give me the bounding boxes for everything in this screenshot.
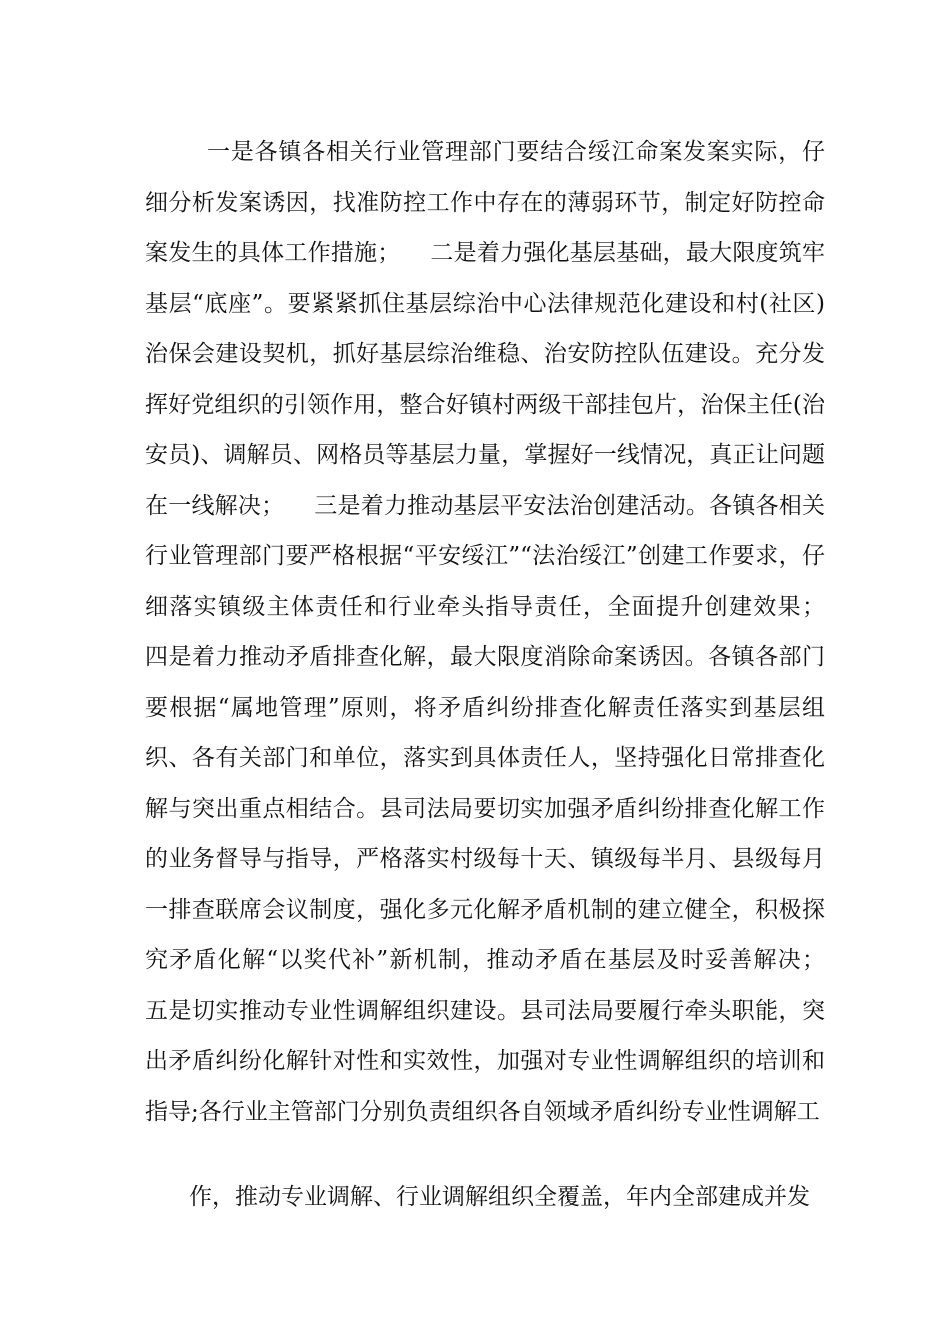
body-paragraph: 作，推动专业调解、行业调解组织全覆盖，年内全部建成并发 xyxy=(189,1184,810,1210)
body-paragraph: 一是各镇各相关行业管理部门要结合绥江命案发案实际，仔细分析发案诱因，找准防控工作中存在的薄弱环节，制定好防控命案发生的具体工作措施； 二是着力强化基层基础，最大限度筑牢基层“底座”。要紧紧抓住基层综治中心法律规范化建设和村(社区)治保会建设契机，抓好基层综治维稳、治安防控队伍建设。充分发挥好党组织的引领作用，整合好镇村两级干部挂包片，治保主任(治安员)、调解员、网格员等基层力量，掌握好一线情况，真正让问题在一线解决； 三是着力推动基层平安法治创建活动。各镇各相关行业管理部门要严格根据“平安绥江”“法治绥江”创建工作要求，仔细落实镇级主体责任和行业牵头指导责任，全面提升创建效果； 四是着力推动矛盾排查化解，最大限度消除命案诱因。各镇各部门要根据“属地管理”原则，将矛盾纠纷排查化解责任落实到基层组织、各有关部门和单位，落实到具体责任人，坚持强化日常排查化解与突出重点相结合。县司法局要切实加强矛盾纠纷排查化解工作的业务督导与指导，严格落实村级每十天、镇级每半月、县级每月一排查联席会议制度，强化多元化解矛盾机制的建立健全，积极探究矛盾化解“以奖代补”新机制，推动矛盾在基层及时妥善解决； 五是切实推动专业性调解组织建设。县司法局要履行牵头职能，突出矛盾纠纷化解针对性和实效性，加强对专业性调解组织的培训和指导;各行业主管部门分别负责组织各自领域矛盾纠纷专业性调解工 xyxy=(145,139,855,1125)
